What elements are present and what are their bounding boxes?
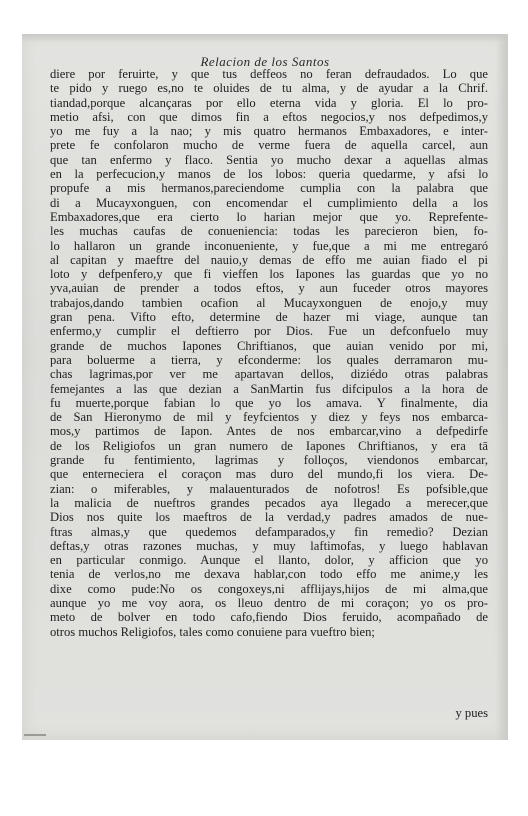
text-line: prete fe confolaron mucho de verme fuera de aquella carcel, aun — [50, 138, 488, 153]
text-line: trabajos,dando tambien ocafion al Mucayxonguen de enojo,y muy — [50, 295, 488, 310]
text-line: lo hallaron un grande inconueniente, y fue,que a mi me entregaró — [50, 238, 488, 253]
text-line: al capitan y maeftre del nauio,y demas de effo me auian fiado el pi — [50, 252, 488, 267]
text-line: loto y defpenfero,y que fi vieffen los Iapones las guardas que yo no — [50, 267, 488, 282]
text-line: aunque yo me voy aora, os lleuo dentro de mi coraçon; yo os pro- — [50, 595, 488, 610]
text-line: fu muerte,porque fabian lo que yo los amava. Y finalmente, dia — [50, 395, 488, 410]
text-line: grande de muchos Iapones Chriftianos, que auian venido por mi, — [50, 338, 488, 353]
text-line: en particular conmigo. Aunque el llanto, dolor, y afficion que yo — [50, 553, 488, 568]
text-line: yo me fuy a la nao; y mis quatro hermanos Embaxadores, e inter- — [50, 124, 488, 139]
catchword: y pues — [455, 706, 488, 720]
text-line: femejantes a las que dezian a SanMartin fus difcipulos a la hora de — [50, 381, 488, 396]
running-head: Relacion de los Santos — [200, 54, 330, 69]
text-line: en la perfecucion,y manos de los lobos: queria quedarme, y afsi lo — [50, 167, 488, 182]
text-line: meto de bolver en todo cafo,fiendo Dios feruido, acompañado de — [50, 610, 488, 625]
text-line: ftras almas,y que quedemos defamparados,y fin remedio? Dezian — [50, 524, 488, 539]
text-line: diere por feruirte, y que tus deffeos no feran defraudados. Lo que — [50, 67, 488, 81]
text-line: dixe como pude:No os congoxeys,ni afflijays,hijos de mi alma,que — [50, 581, 488, 596]
text-line: para boluerme a tierra, y efconderme: los quales derramaron mu- — [50, 352, 488, 367]
text-line: tenia de verlos,no me dexava hablar,con todo effo me anime,y les — [50, 567, 488, 582]
text-line: mos,y partimos de Iapon. Antes de nos embarcar,vino a defpedirfe — [50, 424, 488, 439]
text-line: de los Religiofos un gran numero de Iapones Chriftianos, y era tā — [50, 438, 488, 453]
text-line: la malicia de nueftros grandes pecados aya llegado a merecer,que — [50, 495, 488, 510]
text-line: les muchas caufas de conueniencia: todas les parecieron bien, fo- — [50, 224, 488, 239]
body-text — [50, 67, 488, 639]
scan-right-edge — [496, 34, 508, 740]
text-line: gran pena. Vifto efto, determine de hazer mi viage, aunque tan — [50, 310, 488, 325]
text-line: propufe a mis hermanos,pareciendome cumplia con la palabra que — [50, 181, 488, 196]
text-line: Dios nos quite los maeftros de la verdad,y padres amados de nue- — [50, 510, 488, 525]
text-line: te pido y ruego es,no te oluides de tu alma, y de ayudar a la Chrif. — [50, 81, 488, 96]
text-line: que tan enfermo y flaco. Sentia yo mucho dexar a aquellas almas — [50, 152, 488, 167]
text-line: di a Mucayxonguen, con encomendar el cumplimiento della a los — [50, 195, 488, 210]
footer-rule — [24, 734, 46, 736]
text-line: yva,auian de prender a todos eftos, y aun fuceder otros mayores — [50, 281, 488, 296]
text-line: deftas,y otras razones muchas, y muy laftimofas, y luego hablavan — [50, 538, 488, 553]
text-line: otros muchos Religiofos, tales como conuiene para vueftro bien; — [50, 624, 375, 639]
scan-top-edge — [22, 34, 508, 42]
text-line: de San Hieronymo de mil y feyfcientos y diez y feys nos embarca- — [50, 410, 488, 425]
text-line: chas lagrimas,por ver me apartavan dellos, diziédo otras palabras — [50, 367, 488, 382]
text-line: zian: o miferables, y malauenturados de nofotros! Es pofsible,que — [50, 481, 488, 496]
text-line: tiandad,porque alcançaras por ello eterna vida y gloria. El lo pro- — [50, 95, 488, 110]
text-line: metio afsi, con que dimos fin a eftos negocios,y nos defpedimos,y — [50, 109, 488, 124]
text-line: grande fu fentimiento, lagrimas y folloços, viendonos embarcar, — [50, 453, 488, 468]
text-line: Embaxadores,que era cierto lo harian mejor que yo. Reprefente- — [50, 209, 488, 224]
text-line: que enterneciera el coraçon mas duro del mundo,fi los viera. De- — [50, 467, 488, 482]
text-line: enfermo,y cumplir el deftierro por Dios. Fue un defconfuelo muy — [50, 324, 488, 339]
